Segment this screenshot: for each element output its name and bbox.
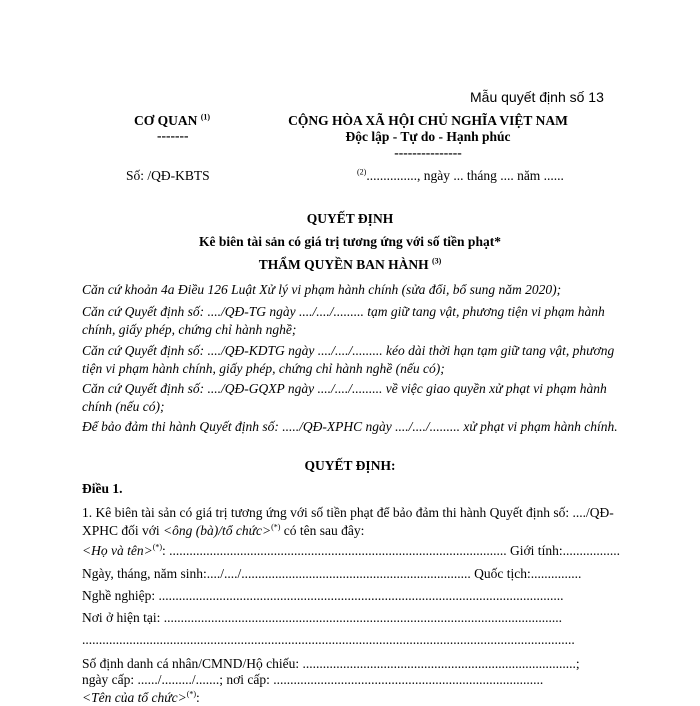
agency-underline: ------- <box>157 128 189 143</box>
nation-underline: --------------- <box>394 145 462 160</box>
basis-4: Căn cứ Quyết định số: ..../QĐ-GQXP ngày ..../..../......... về việc giao quyền xử phạt vi phạm hành chính (nếu có); <box>82 381 607 414</box>
nation-name: CỘNG HÒA XÃ HỘI CHỦ NGHĨA VIỆT NAM <box>288 113 568 128</box>
name-line: <Họ và tên>(*): .................................................................................................... Giới tính:................. <box>82 542 620 558</box>
doc-subject: Kê biên tài sản có giá trị tương ứng với số tiền phạt* <box>199 234 501 249</box>
organization-name-line: <Tên của tổ chức>(*): <box>82 689 200 705</box>
agency-label: CƠ QUAN $^{(1)}$ <box>134 112 211 128</box>
id-number-line: Số định danh cá nhân/CMND/Hộ chiếu: .................................................................................; <box>82 656 580 671</box>
nation-motto: Độc lập - Tự do - Hạnh phúc <box>345 129 511 144</box>
decision-heading: QUYẾT ĐỊNH: <box>304 458 396 473</box>
dob-line: Ngày, tháng, năm sinh:..../..../.................................................................... Quốc tịch:............... <box>82 566 582 581</box>
place-date: $^{(2)}$..............., ngày ... tháng .... năm ...... <box>357 167 564 183</box>
basis-3: Căn cứ Quyết định số: ..../QĐ-KDTG ngày ..../..../......... kéo dài thời hạn tạm giữ tang vật, phương tiện vi phạm hành chính, giấy phép, chứng chỉ hành nghề (nếu có); <box>82 343 615 376</box>
address-line: Nơi ở hiện tại: ...................................................................................................................... <box>82 610 563 625</box>
basis-1: Căn cứ khoản 4a Điều 126 Luật Xử lý vi phạm hành chính (sửa đổi, bổ sung năm 2020); <box>82 282 562 297</box>
basis-2: Căn cứ Quyết định số: ..../QĐ-TG ngày ..../..../......... tạm giữ tang vật, phương tiện vi phạm hành chính, giấy phép, chứng chỉ hành nghề; <box>82 304 605 337</box>
article-1-heading: Điều 1. <box>82 481 123 496</box>
doc-title: QUYẾT ĐỊNH <box>306 211 394 226</box>
issuing-authority: THẨM QUYỀN BAN HÀNH $^{(3)}$ <box>258 256 442 272</box>
issue-info-line: ngày cấp: ....../........./.......; nơi cấp: ................................................................................ <box>82 672 544 687</box>
form-number: Mẫu quyết định số 13 <box>470 89 604 105</box>
basis-5: Để bảo đảm thi hành Quyết định số: ...../QĐ-XPHC ngày ..../..../......... xử phạt vi phạm hành chính. <box>82 419 618 434</box>
occupation-line: Nghề nghiệp: ........................................................................................................................ <box>82 588 564 603</box>
article-1-item-1: 1. Kê biên tài sản có giá trị tương ứng với số tiền phạt để bảo đảm thi hành Quyết định số: ..../QĐ-XPHC đối với <ông (bà)/tổ chức>(*) có tên sau đây: <box>82 505 614 538</box>
decision-number: Số: /QĐ-KBTS <box>126 168 210 183</box>
address-continuation-line: .................................................................................................................................................. <box>82 632 575 647</box>
